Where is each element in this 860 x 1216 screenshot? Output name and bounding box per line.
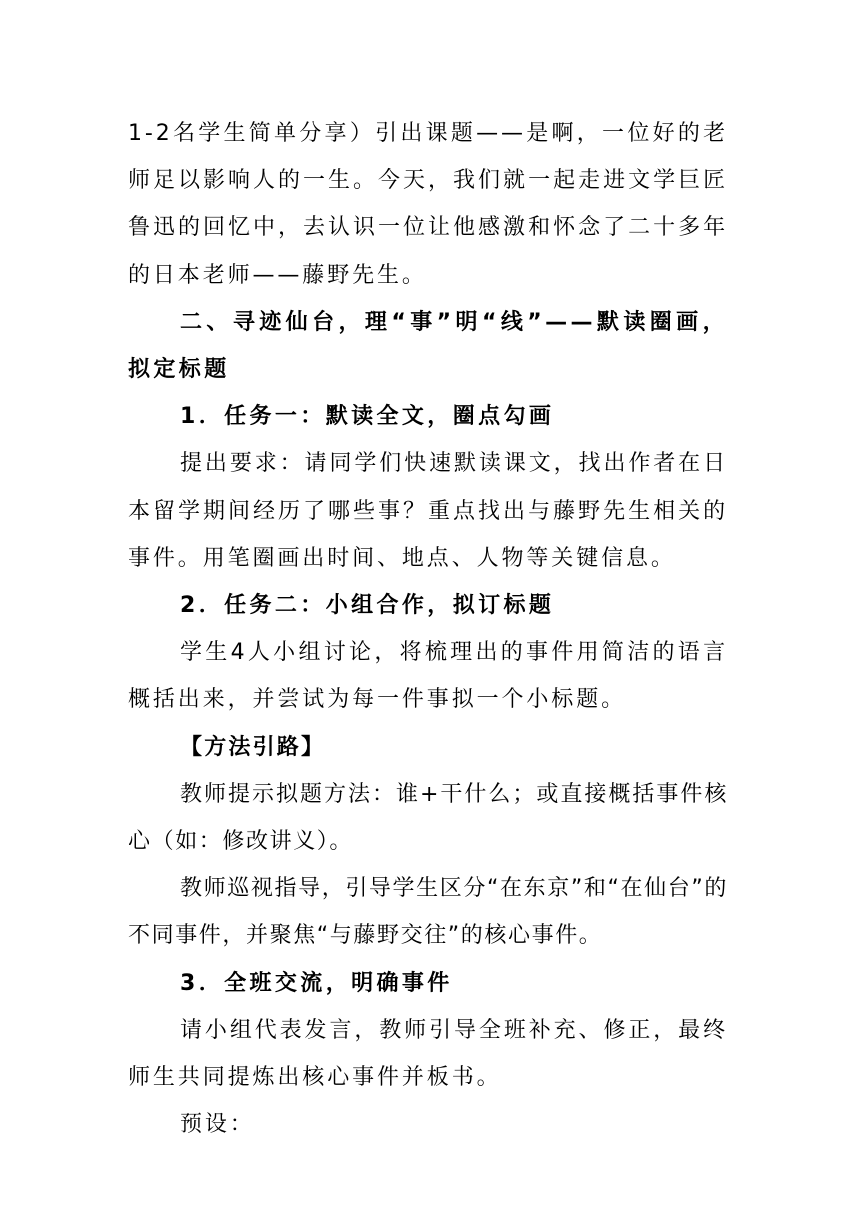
class-sharing-paragraph: 请小组代表发言，教师引导全班补充、修正，最终师生共同提炼出核心事件并板书。 (128, 1017, 728, 1091)
task-2-description: 学生4人小组讨论，将梳理出的事件用简洁的语言概括出来，并尝试为每一件事拟一个小标题。 (128, 640, 728, 713)
intro-paragraph: 1-2名学生简单分享）引出课题——是啊，一位好的老师足以影响人的一生。今天，我们就一起走进文学巨匠鲁迅的回忆中，去认识一位让他感激和怀念了二十多年的日本老师——藤野先生。 (128, 121, 728, 288)
method-guide-heading: 【方法引路】 (180, 734, 326, 760)
teacher-guidance-paragraph: 教师巡视指导，引导学生区分“在东京”和“在仙台”的不同事件，并聚焦“与藤野交往”的核心事件。 (128, 876, 728, 949)
task-2-heading: 2．任务二：小组合作，拟订标题 (180, 593, 555, 619)
section-heading-2: 二、寻迹仙台，理“事”明“线”——默读圈画，拟定标题 (128, 309, 728, 383)
document-body (128, 110, 728, 1148)
method-tip-paragraph: 教师提示拟题方法：谁+干什么；或直接概括事件核心（如：修改讲义）。 (128, 781, 728, 855)
preset-label: 预设： (180, 1112, 255, 1138)
task-1-heading: 1．任务一：默读全文，圈点勾画 (180, 404, 555, 430)
task-1-requirement: 提出要求：请同学们快速默读课文，找出作者在日本留学期间经历了哪些事？重点找出与藤野先生相关的事件。用笔圈画出时间、地点、人物等关键信息。 (128, 451, 728, 571)
class-sharing-heading: 3．全班交流，明确事件 (180, 970, 453, 996)
